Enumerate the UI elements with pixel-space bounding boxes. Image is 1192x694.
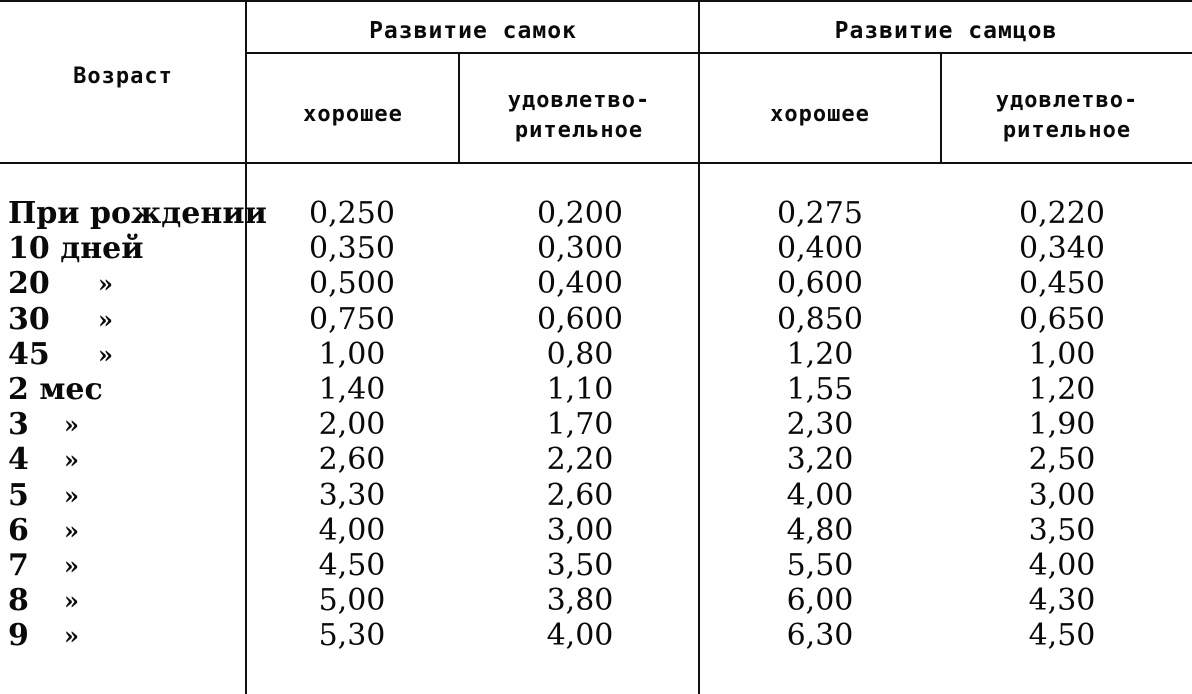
female-good-cell: 2,00 (318, 407, 386, 442)
male-satisfactory-cell: 4,50 (1028, 618, 1096, 653)
age-cell: 8 (8, 583, 29, 618)
ditto-mark: » (64, 621, 79, 650)
female-group-header: Развитие самок (369, 18, 577, 44)
female-good-cell: 4,00 (318, 513, 386, 548)
age-cell: 2 мес (8, 372, 103, 407)
male-group-header: Развитие самцов (834, 18, 1058, 44)
male-satisfactory-cell: 0,220 (1019, 196, 1105, 231)
male-satisfactory-cell: 0,340 (1019, 231, 1105, 266)
male-good-cell: 0,850 (777, 302, 863, 337)
female-good-cell: 1,00 (318, 337, 386, 372)
age-cell: 6 (8, 513, 29, 548)
female-satisfactory-cell: 3,50 (546, 548, 614, 583)
female-satisfactory-cell: 2,20 (546, 442, 614, 477)
female-satisfactory-cell: 4,00 (546, 618, 614, 653)
female-satisfactory-cell: 0,600 (537, 302, 623, 337)
female-good-cell: 3,30 (318, 478, 386, 513)
male-good-cell: 2,30 (786, 407, 854, 442)
female-good-cell: 5,00 (318, 583, 386, 618)
male-good-cell: 0,400 (777, 231, 863, 266)
age-cell: 45 (8, 337, 50, 372)
male-satisfactory-cell: 1,20 (1028, 372, 1096, 407)
male-good-header: хорошее (770, 102, 870, 127)
female-good-cell: 4,50 (318, 548, 386, 583)
male-satisfactory-cell: 1,00 (1028, 337, 1096, 372)
female-good-header: хорошее (303, 102, 403, 127)
male-satisfactory-cell: 4,00 (1028, 548, 1096, 583)
ditto-mark: » (98, 340, 113, 369)
male-good-cell: 4,00 (786, 478, 854, 513)
female-good-cell: 2,60 (318, 442, 386, 477)
female-satisfactory-cell: 0,200 (537, 196, 623, 231)
female-satisfactory-cell: 3,00 (546, 513, 614, 548)
age-cell: 7 (8, 548, 29, 583)
female-good-cell: 0,750 (309, 302, 395, 337)
age-cell: 30 (8, 302, 50, 337)
male-satisfactory-cell: 3,00 (1028, 478, 1096, 513)
male-good-cell: 6,00 (786, 583, 854, 618)
female-good-cell: 0,500 (309, 266, 395, 301)
female-good-cell: 5,30 (318, 618, 386, 653)
female-satisfactory-cell: 1,70 (546, 407, 614, 442)
male-good-cell: 3,20 (786, 442, 854, 477)
ditto-mark: » (64, 551, 79, 580)
male-satisfactory-cell: 4,30 (1028, 583, 1096, 618)
header-bottom-rule (0, 162, 1192, 164)
age-cell: 4 (8, 442, 29, 477)
male-good-cell: 0,600 (777, 266, 863, 301)
age-column-divider (245, 0, 247, 694)
ditto-mark: » (98, 305, 113, 334)
male-good-cell: 5,50 (786, 548, 854, 583)
male-good-cell: 0,275 (777, 196, 863, 231)
ditto-mark: » (64, 516, 79, 545)
male-satisfactory-cell: 2,50 (1028, 442, 1096, 477)
male-satisfactory-cell: 3,50 (1028, 513, 1096, 548)
female-satisfactory-cell: 0,80 (546, 337, 614, 372)
group-rule (246, 52, 1192, 54)
male-good-cell: 6,30 (786, 618, 854, 653)
age-header: Возраст (73, 64, 173, 89)
age-cell: 5 (8, 478, 29, 513)
ditto-mark: » (64, 586, 79, 615)
female-satisfactory-cell: 3,80 (546, 583, 614, 618)
male-satisfactory-cell: 1,90 (1028, 407, 1096, 442)
female-good-cell: 1,40 (318, 372, 386, 407)
female-satisfactory-cell: 0,400 (537, 266, 623, 301)
female-satisfactory-cell: 2,60 (546, 478, 614, 513)
ditto-mark: » (64, 410, 79, 439)
age-cell: 3 (8, 407, 29, 442)
age-cell: 10 дней (8, 231, 144, 266)
female-good-cell: 0,350 (309, 231, 395, 266)
male-good-cell: 1,55 (786, 372, 854, 407)
age-cell: При рождении (8, 196, 267, 231)
female-satisfactory-cell: 0,300 (537, 231, 623, 266)
male-good-cell: 4,80 (786, 513, 854, 548)
age-cell: 20 (8, 266, 50, 301)
age-cell: 9 (8, 618, 29, 653)
male-good-cell: 1,20 (786, 337, 854, 372)
male-satisfactory-cell: 0,650 (1019, 302, 1105, 337)
female-satisfactory-cell: 1,10 (546, 372, 614, 407)
female-satisfactory-header: удовлетво- рительное (507, 88, 651, 143)
top-rule (0, 0, 1192, 2)
male-satisfactory-cell: 0,450 (1019, 266, 1105, 301)
male-satisfactory-header: удовлетво- рительное (995, 88, 1139, 143)
ditto-mark: » (64, 445, 79, 474)
female-good-cell: 0,250 (309, 196, 395, 231)
ditto-mark: » (64, 481, 79, 510)
ditto-mark: » (98, 269, 113, 298)
